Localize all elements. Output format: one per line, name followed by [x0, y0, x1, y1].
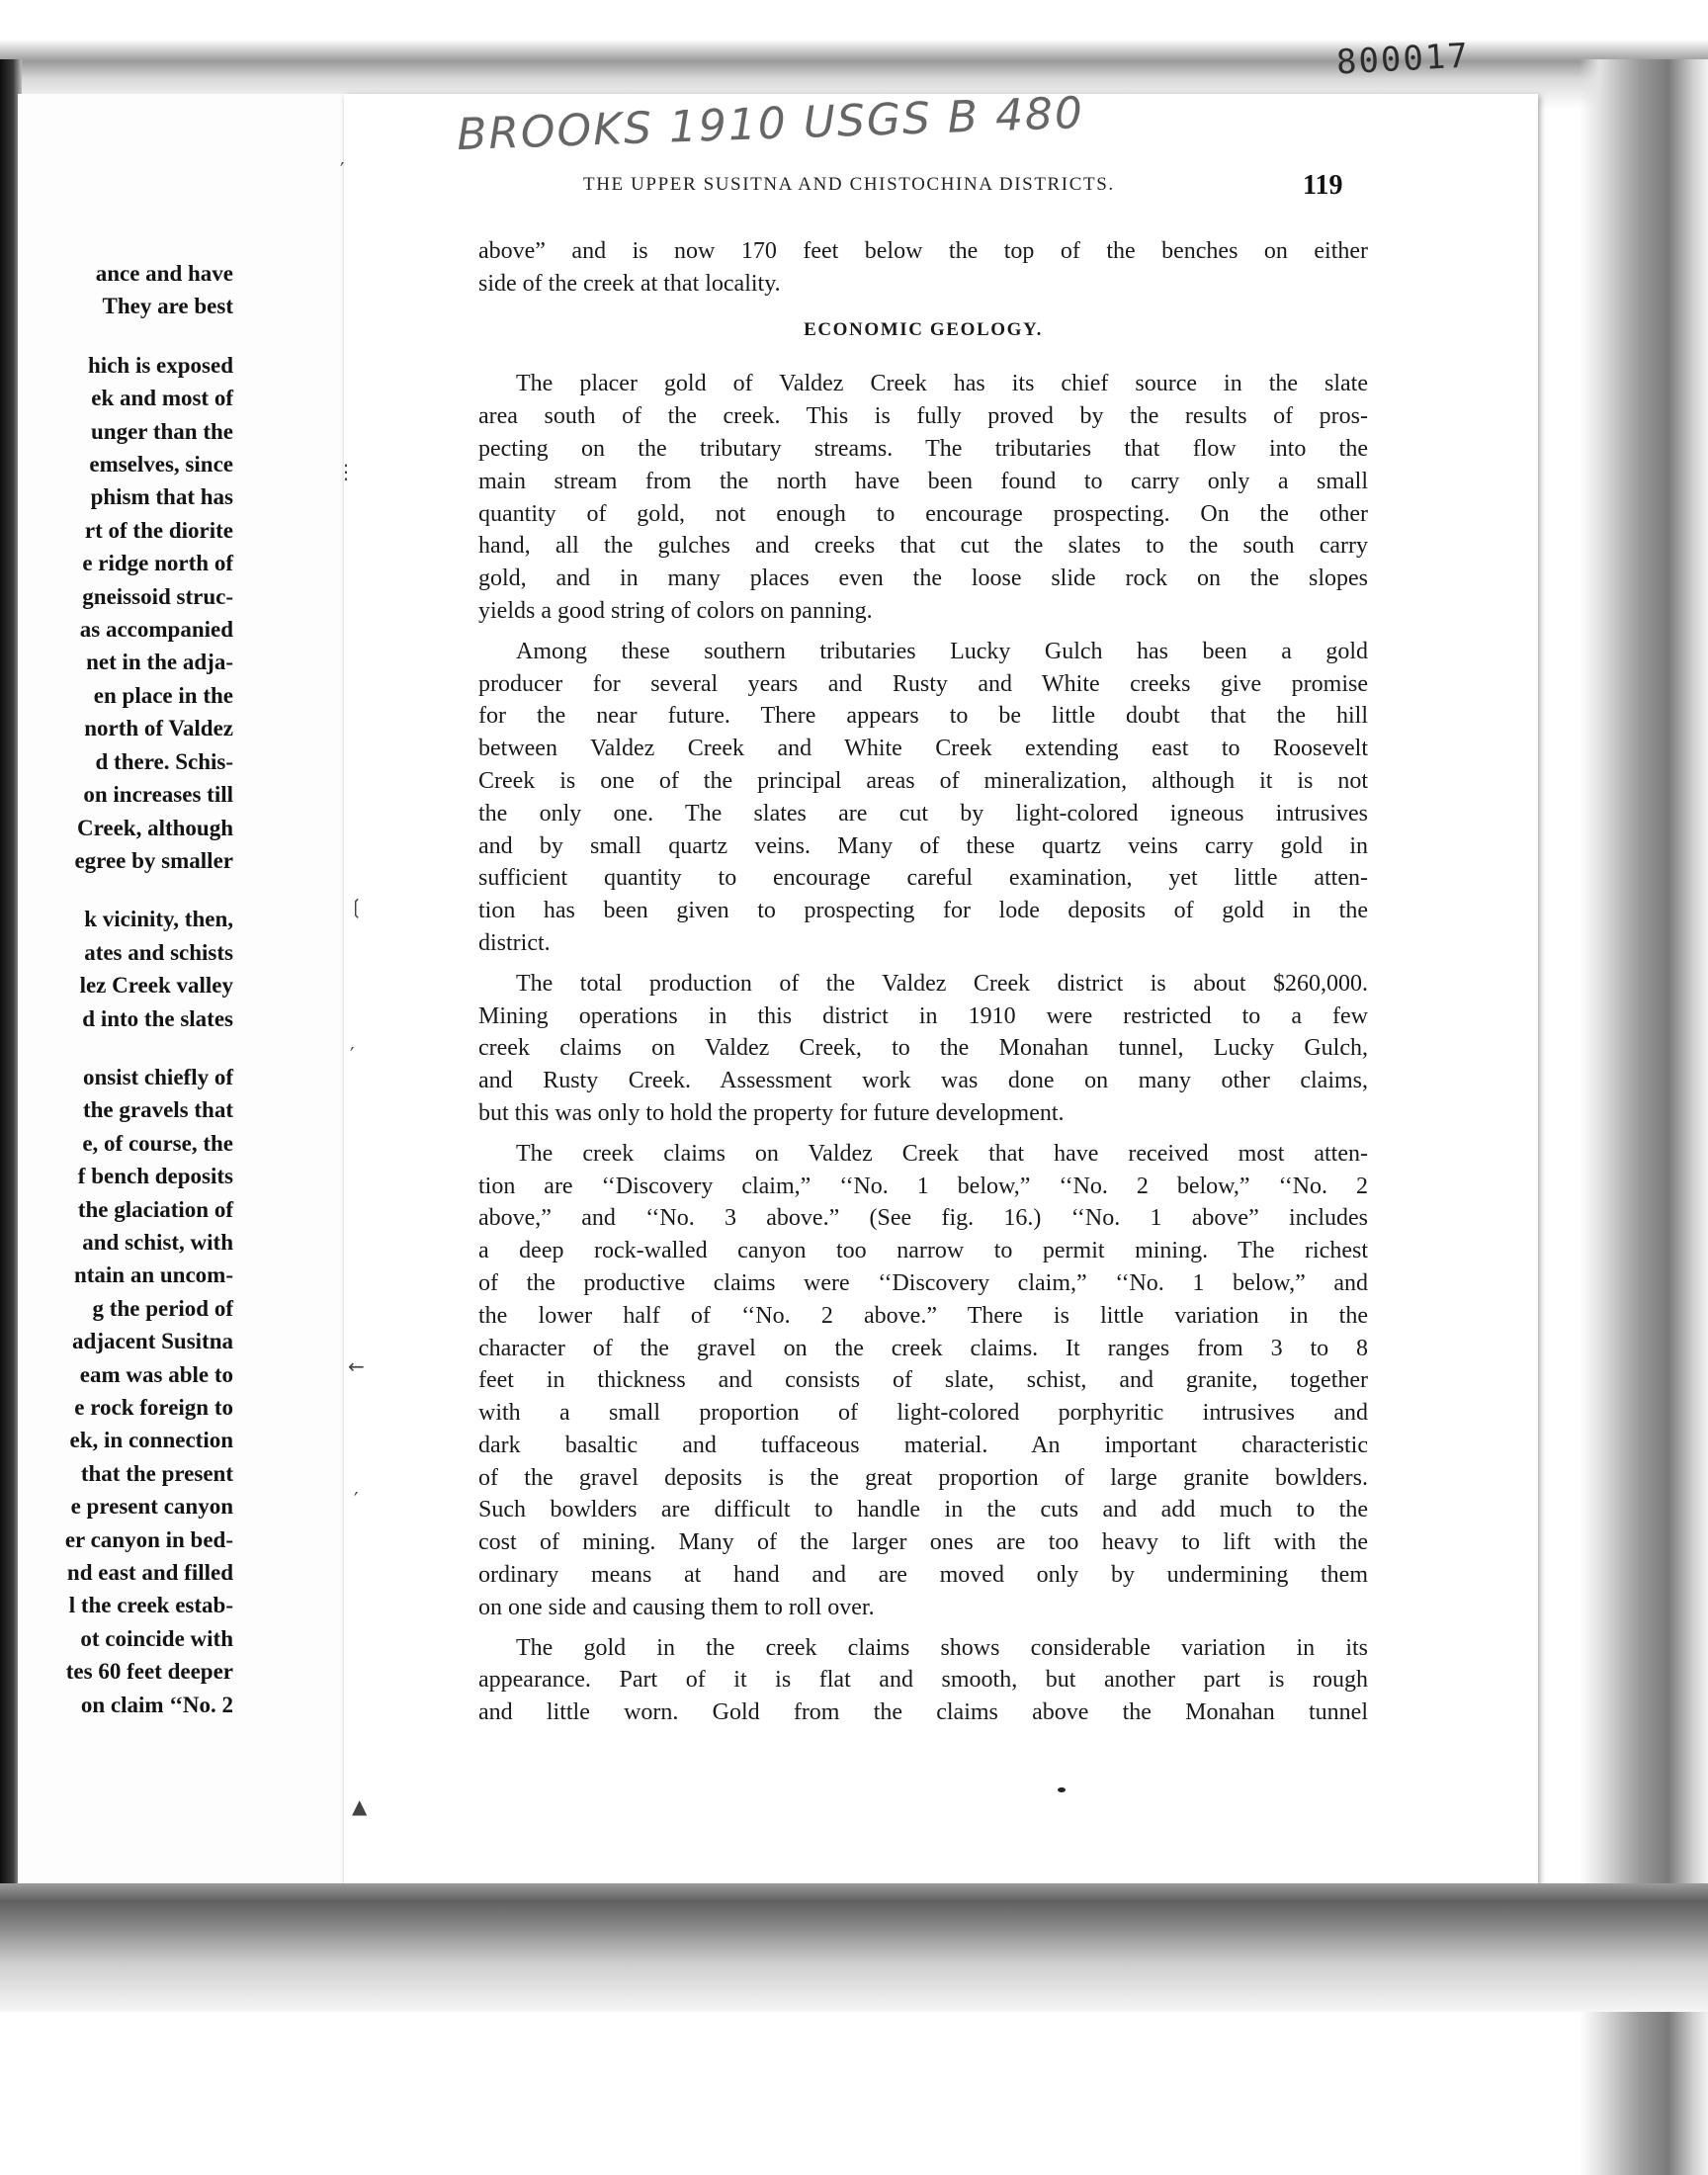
speck-mark — [1058, 1787, 1066, 1792]
facing-page-line: en place in the — [93, 682, 233, 708]
facing-page-line: f bench deposits — [77, 1164, 233, 1189]
text-line: ordinary means at hand and are moved only by undermining them — [478, 1562, 1368, 1589]
text-line: yields a good string of colors on panning. — [478, 597, 873, 624]
facing-page-line: adjacent Susitna — [72, 1329, 233, 1354]
facing-page-line: ek and most of — [91, 386, 233, 411]
gutter-tick-mark: ′ — [340, 158, 345, 182]
text-line: of the productive claims were ‘‘Discovery claim,” ‘‘No. 1 below,” and — [478, 1269, 1368, 1296]
facing-page-line: e present canyon — [70, 1494, 233, 1520]
text-line: a deep rock-walled canyon too narrow to permit mining. The richest — [478, 1238, 1368, 1264]
facing-page-line: ntain an uncom- — [73, 1262, 233, 1288]
body-text — [478, 235, 1368, 1729]
facing-page-line: onsist chiefly of — [82, 1064, 233, 1089]
facing-page-line: e, of course, the — [82, 1130, 233, 1156]
facing-page-line: net in the adja- — [86, 650, 233, 675]
facing-page-line: on increases till — [83, 782, 233, 808]
facing-page-line: as accompanied — [79, 617, 233, 643]
facing-page-line: on claim ‘‘No. 2 — [80, 1692, 233, 1717]
facing-page-line: d there. Schis- — [95, 748, 233, 774]
text-line: appearance. Part of it is flat and smooth, but another part is rough — [478, 1667, 1368, 1694]
text-line: quantity of gold, not enough to encourage prospecting. On the other — [478, 500, 1368, 527]
facing-page-line: ates and schists — [84, 939, 233, 965]
facing-page-line: ot coincide with — [80, 1625, 233, 1651]
section-heading: ECONOMIC GEOLOGY. — [804, 318, 1043, 340]
facing-page-line: tes 60 feet deeper — [65, 1659, 233, 1685]
facing-page-line: lez Creek valley — [79, 973, 233, 999]
text-line: creek claims on Valdez Creek, to the Monahan tunnel, Lucky Gulch, — [478, 1035, 1368, 1062]
text-line: between Valdez Creek and White Creek extending east to Roosevelt — [478, 736, 1368, 762]
facing-page-line: the gravels that — [82, 1097, 233, 1123]
facing-page-line: north of Valdez — [84, 716, 233, 741]
text-line: sufficient quantity to encourage careful examination, yet little atten- — [478, 865, 1368, 892]
text-line: main stream from the north have been found to carry only a small — [478, 468, 1368, 494]
text-line: Such bowlders are difficult to handle in the cuts and add much to the — [478, 1497, 1368, 1523]
text-line: of the gravel deposits is the great proportion of large granite bowlders. — [478, 1464, 1368, 1491]
gutter-tick-mark: ❲ — [348, 895, 365, 918]
text-line: tion has been given to prospecting for lode deposits of gold in the — [478, 898, 1368, 924]
page-number: 119 — [1303, 170, 1343, 201]
text-line: on one side and causing them to roll over. — [478, 1594, 875, 1620]
handwritten-annotation: BROOKS 1910 USGS B 480 — [456, 87, 1085, 161]
text-line: tion are ‘‘Discovery claim,” ‘‘No. 1 below,” ‘‘No. 2 below,” ‘‘No. 2 — [478, 1173, 1368, 1199]
text-line: The placer gold of Valdez Creek has its chief source in the slate — [516, 371, 1368, 397]
text-line: producer for several years and Rusty and White creeks give promise — [478, 670, 1368, 697]
text-line: pecting on the tributary streams. The tributaries that flow into the — [478, 435, 1368, 462]
text-line: The total production of the Valdez Creek district is about $260,000. — [516, 970, 1368, 997]
facing-page-line: Creek, although — [76, 815, 233, 840]
text-line: and by small quartz veins. Many of these quartz veins carry gold in — [478, 832, 1368, 859]
facing-page-line: phism that has — [90, 484, 233, 510]
gutter-tick-mark: ′ — [354, 1488, 359, 1512]
facing-page-line: ek, in connection — [69, 1428, 233, 1453]
text-line: for the near future. There appears to be little doubt that the hill — [478, 703, 1368, 730]
scanner-right-shadow — [1580, 59, 1708, 2175]
facing-page-line: that the present — [80, 1460, 233, 1486]
text-line: cost of mining. Many of the larger ones are too heavy to lift with the — [478, 1529, 1368, 1556]
gutter-tick-mark: ′ — [350, 1043, 355, 1067]
facing-page-line: eam was able to — [79, 1361, 233, 1387]
facing-page-line: er canyon in bed- — [64, 1526, 233, 1552]
scanner-bottom-shadow — [0, 1883, 1708, 2012]
facing-page-line: hich is exposed — [88, 352, 233, 378]
facing-page-line: nd east and filled — [66, 1560, 233, 1586]
text-line: but this was only to hold the property for future development. — [478, 1099, 1065, 1126]
text-line: Among these southern tributaries Lucky Gulch has been a gold — [516, 638, 1368, 664]
text-line: the lower half of ‘‘No. 2 above.” There is little variation in the — [478, 1302, 1368, 1329]
text-line: and Rusty Creek. Assessment work was done on many other claims, — [478, 1068, 1368, 1094]
text-line: hand, all the gulches and creeks that cut the slates to the south carry — [478, 533, 1368, 560]
facing-page-line: unger than the — [91, 418, 233, 444]
text-line: area south of the creek. This is fully proved by the results of pros- — [478, 403, 1368, 430]
text-line: above” and is now 170 feet below the top of the benches on either — [478, 238, 1368, 264]
facing-page-line: the glaciation of — [77, 1196, 233, 1222]
text-line: Creek is one of the principal areas of mineralization, although it is not — [478, 767, 1368, 794]
text-line: character of the gravel on the creek claims. It ranges from 3 to 8 — [478, 1335, 1368, 1361]
facing-page-line: e rock foreign to — [74, 1395, 233, 1420]
facing-page-line: k vicinity, then, — [84, 907, 233, 932]
text-line: with a small proportion of light-colored porphyritic intrusives and — [478, 1400, 1368, 1427]
text-line: side of the creek at that locality. — [478, 270, 781, 297]
text-line: Mining operations in this district in 1910 were restricted to a few — [478, 1002, 1368, 1029]
facing-page-line: gneissoid struc- — [82, 583, 233, 609]
facing-page-line: d into the slates — [82, 1005, 233, 1031]
facing-page-text — [18, 257, 233, 1721]
facing-page-left — [18, 94, 344, 1883]
facing-page-line: g the period of — [92, 1295, 233, 1321]
facing-page-line: emselves, since — [89, 452, 233, 478]
document-stamp-number: 800017 — [1335, 36, 1471, 83]
facing-page-line: l the creek estab- — [68, 1593, 233, 1618]
text-line: feet in thickness and consists of slate, schist, and granite, together — [478, 1367, 1368, 1394]
running-head: THE UPPER SUSITNA AND CHISTOCHINA DISTRICTS. — [583, 174, 1115, 195]
text-line: district. — [478, 929, 551, 956]
text-line: The gold in the creek claims shows considerable variation in its — [516, 1634, 1368, 1661]
text-line: the only one. The slates are cut by light-colored igneous intrusives — [478, 800, 1368, 826]
gutter-tick-mark: ▲ — [352, 1794, 368, 1818]
gutter-tick-mark: ⋮ — [336, 460, 356, 483]
text-line: and little worn. Gold from the claims above the Monahan tunnel — [478, 1699, 1368, 1726]
text-line: The creek claims on Valdez Creek that have received most atten- — [516, 1140, 1368, 1167]
facing-page-line: They are best — [102, 294, 233, 319]
facing-page-line: egree by smaller — [74, 847, 233, 873]
facing-page-line: ance and have — [95, 261, 233, 286]
text-line: gold, and in many places even the loose slide rock on the slopes — [478, 566, 1368, 592]
text-line: above,” and ‘‘No. 3 above.” (See fig. 16.) ‘‘No. 1 above” includes — [478, 1205, 1368, 1232]
gutter-tick-mark: ← — [348, 1354, 365, 1378]
text-line: dark basaltic and tuffaceous material. An important characteristic — [478, 1432, 1368, 1458]
facing-page-line: and schist, with — [82, 1229, 233, 1255]
facing-page-line: e ridge north of — [82, 551, 233, 576]
facing-page-line: rt of the diorite — [84, 517, 233, 543]
